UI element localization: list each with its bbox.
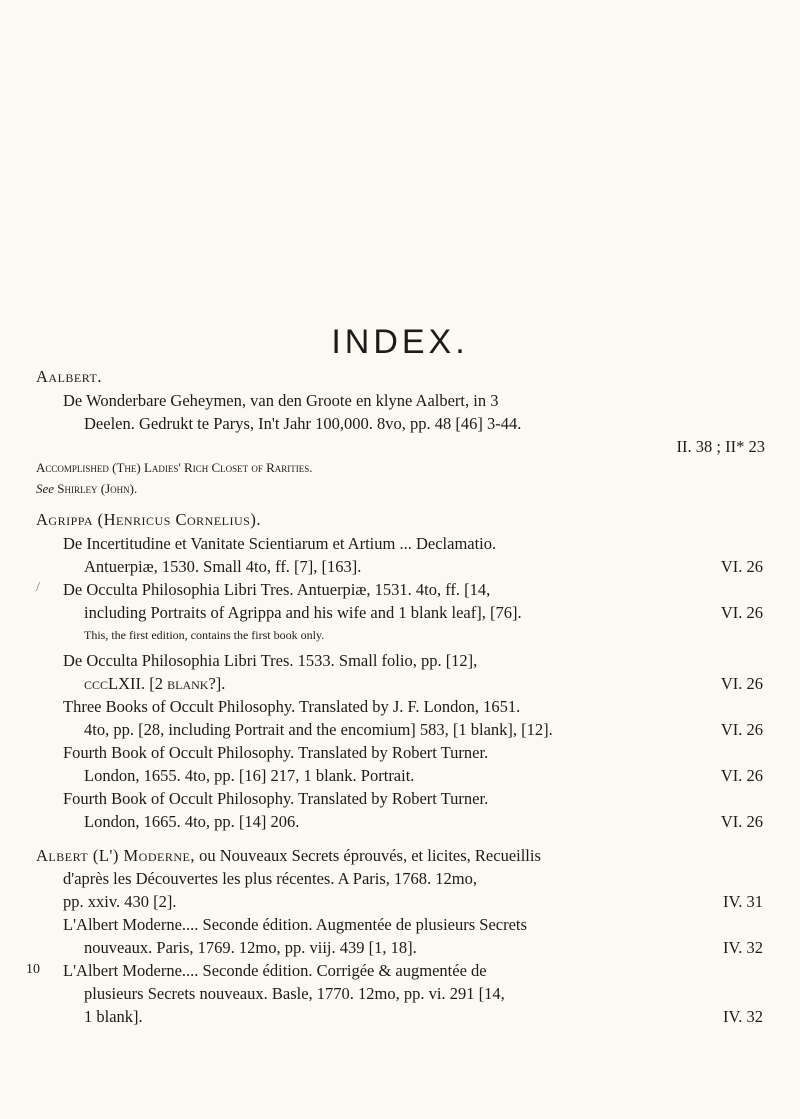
entry-text: Fourth Book of Occult Philosophy. Translated by Robert Turner. <box>63 789 489 808</box>
volume-reference: VI. 26 <box>720 720 763 739</box>
entry-text: Deelen. Gedrukt te Parys, In't Jahr 100,000. 8vo, pp. 48 [46] 3-44. <box>84 414 522 433</box>
entry-text: De Wonderbare Geheymen, van den Groote en klyne Aalbert, in 3 <box>63 391 499 410</box>
entry-text: ou Nouveaux Secrets éprouvés, et licites, Recueillis <box>199 846 541 865</box>
entry-text: d'après les Découvertes les plus récentes. A Paris, 1768. 12mo, <box>63 869 478 888</box>
entry-text: Three Books of Occult Philosophy. Translated by J. F. London, 1651. <box>63 697 521 716</box>
entry-albert-line <box>36 846 541 866</box>
entry-text: London, 1665. 4to, pp. [14] 206. <box>84 812 300 831</box>
entry-text: 1 blank]. <box>84 1007 143 1026</box>
volume-reference: VI. 26 <box>720 812 763 831</box>
volume-reference: IV. 32 <box>722 1007 763 1026</box>
entry-accomplished <box>36 460 313 476</box>
volume-reference: II. 38 ; II* 23 <box>676 437 765 456</box>
entry-heading-agrippa: Agrippa (Henricus Cornelius). <box>36 510 261 529</box>
entry-text: De Occulta Philosophia Libri Tres. 1533. Small folio, pp. [12], <box>63 651 478 670</box>
entry-text: L'Albert Moderne.... Seconde édition. Corrigée & augmentée de <box>63 961 487 980</box>
volume-reference: VI. 26 <box>720 557 763 576</box>
entry-text: including Portraits of Agrippa and his wife and 1 blank leaf], [76]. <box>84 603 522 622</box>
volume-reference: VI. 26 <box>720 603 763 622</box>
entry-text: L'Albert Moderne.... Seconde édition. Augmentée de plusieurs Secrets <box>63 915 527 934</box>
margin-tick: / <box>36 580 40 595</box>
entry-heading-albert: Albert (L') Moderne, <box>36 846 195 865</box>
volume-reference: IV. 32 <box>722 938 763 957</box>
entry-text: De Incertitudine et Vanitate Scientiarum et Artium ... Declamatio. <box>63 534 497 553</box>
entry-text: plusieurs Secrets nouveaux. Basle, 1770. 12mo, pp. vi. 291 [14, <box>84 984 505 1003</box>
volume-reference: IV. 31 <box>722 892 763 911</box>
see-label: See <box>36 481 55 496</box>
margin-number: 10 <box>26 962 40 977</box>
entry-text: cccLXII. [2 blank?]. <box>84 674 226 693</box>
entry-text: Fourth Book of Occult Philosophy. Translated by Robert Turner. <box>63 743 489 762</box>
volume-reference: VI. 26 <box>720 674 763 693</box>
see-reference <box>36 481 137 497</box>
volume-reference: VI. 26 <box>720 766 763 785</box>
entry-text: Antuerpiæ, 1530. Small 4to, ff. [7], [163]. <box>84 557 362 576</box>
entry-heading-aalbert: Aalbert. <box>36 367 102 386</box>
entry-text: De Occulta Philosophia Libri Tres. Antuerpiæ, 1531. 4to, ff. [14, <box>63 580 491 599</box>
page-title: INDEX. <box>331 323 469 361</box>
entry-text: nouveaux. Paris, 1769. 12mo, pp. viij. 439 [1, 18]. <box>84 938 417 957</box>
entry-text: pp. xxiv. 430 [2]. <box>63 892 177 911</box>
entry-text: London, 1655. 4to, pp. [16] 217, 1 blank. Portrait. <box>84 766 415 785</box>
entry-note: This, the first edition, contains the first book only. <box>84 628 325 642</box>
see-target: Shirley (John). <box>57 481 138 496</box>
entry-text: Accomplished (The) Ladies' Rich Closet of Rarities. <box>36 460 313 475</box>
entry-text: 4to, pp. [28, including Portrait and the encomium] 583, [1 blank], [12]. <box>84 720 553 739</box>
